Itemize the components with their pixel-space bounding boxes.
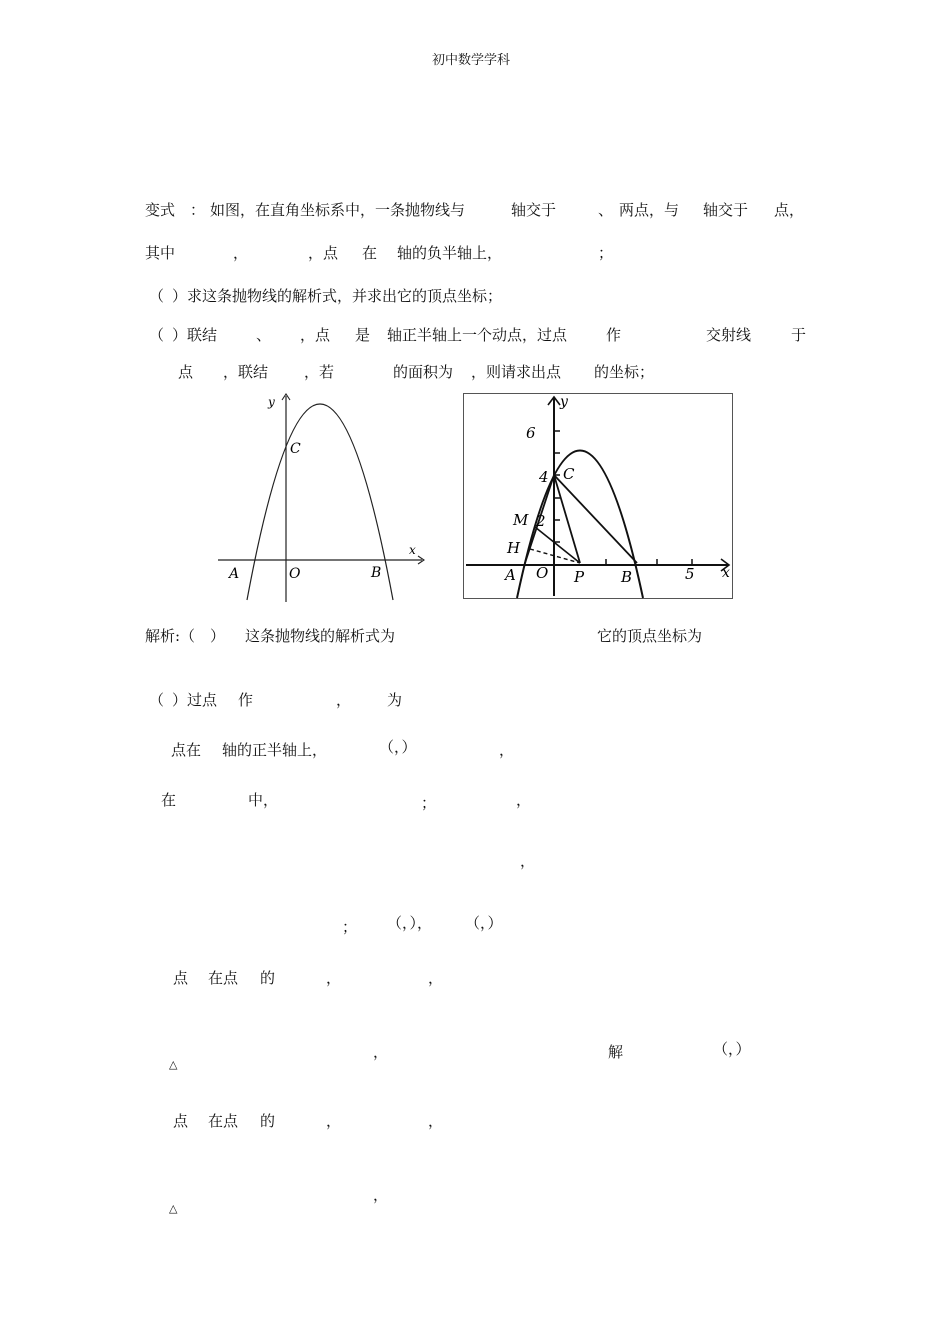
tick-label-2: 2 bbox=[536, 512, 546, 530]
solution-text: ） bbox=[210, 627, 226, 645]
problem-text: 、 bbox=[598, 201, 614, 219]
question-text: 的面积为 bbox=[393, 363, 454, 381]
problem-text: ，点 bbox=[308, 244, 339, 262]
question-text: 、 bbox=[256, 326, 272, 344]
solution-text: 解 bbox=[608, 1043, 624, 1061]
solution-text: 这条抛物线的解析式为 bbox=[245, 627, 396, 645]
solution-text: 它的顶点坐标为 bbox=[597, 627, 703, 645]
solution-text: ， bbox=[336, 691, 352, 709]
solution-text: 中， bbox=[248, 791, 279, 809]
solution-text: ， bbox=[520, 852, 536, 870]
solution-text: 为 bbox=[387, 691, 403, 709]
question-text: 轴正半轴上一个动点，过点 bbox=[387, 326, 568, 344]
point-label-o: O bbox=[536, 564, 549, 582]
figure-parabola-2 bbox=[463, 393, 734, 600]
problem-text: ； bbox=[598, 244, 614, 262]
problem-text: ， bbox=[233, 244, 249, 262]
solution-text: ， bbox=[326, 1112, 342, 1130]
solution-text: 在点 bbox=[208, 969, 239, 987]
segment-mp bbox=[535, 527, 580, 563]
solution-text: ， bbox=[326, 969, 342, 987]
question-text: ，点 bbox=[300, 326, 331, 344]
point-label-a: A bbox=[505, 566, 516, 584]
question-text: 的坐标； bbox=[594, 363, 655, 381]
problem-text: 如图，在直角坐标系中，一条抛物线与 bbox=[210, 201, 466, 219]
question-text: ，若 bbox=[304, 363, 335, 381]
figure-parabola-1 bbox=[210, 388, 430, 608]
problem-text: 轴交于 bbox=[703, 201, 749, 219]
problem-text: 轴交于 bbox=[511, 201, 557, 219]
problem-text: 在 bbox=[362, 244, 378, 262]
y-axis-label: y bbox=[268, 395, 275, 409]
solution-text: ， bbox=[428, 969, 444, 987]
question-text: ，则请求出点 bbox=[471, 363, 562, 381]
solution-text: ； bbox=[342, 918, 358, 936]
question-text: 交射线 bbox=[706, 326, 752, 344]
point-label-c: C bbox=[290, 441, 301, 457]
solution-text: 在 bbox=[161, 791, 177, 809]
point-label-p: P bbox=[574, 568, 585, 586]
solution-text: ， bbox=[373, 1043, 389, 1061]
solution-text: ， bbox=[499, 741, 515, 759]
question-number: （ bbox=[149, 326, 165, 344]
solution-text: ； bbox=[421, 794, 437, 812]
problem-text: 点， bbox=[774, 201, 805, 219]
point-label-c: C bbox=[563, 465, 575, 483]
solution-text: （，）， bbox=[387, 914, 433, 932]
question-text: 点 bbox=[178, 363, 194, 381]
solution-text: 的 bbox=[260, 1112, 276, 1130]
solution-text: ， bbox=[373, 1186, 389, 1204]
tick-label-4: 4 bbox=[539, 468, 549, 486]
tick-label-5: 5 bbox=[685, 565, 695, 583]
point-label-a: A bbox=[229, 566, 240, 582]
triangle-symbol: △ bbox=[169, 1202, 178, 1215]
solution-label: 解析:（ bbox=[145, 627, 196, 645]
solution-text: 点在 bbox=[171, 741, 202, 759]
y-axis-label: y bbox=[560, 394, 568, 410]
problem-text: 轴的负半轴上， bbox=[397, 244, 503, 262]
solution-text: 点 bbox=[173, 1112, 189, 1130]
solution-text: 轴的正半轴上， bbox=[222, 741, 328, 759]
point-label-m: M bbox=[513, 511, 529, 529]
solution-text: （，） bbox=[465, 914, 503, 932]
question-text: ）求这条抛物线的解析式，并求出它的顶点坐标； bbox=[172, 287, 503, 305]
tick-label-6: 6 bbox=[526, 424, 536, 442]
triangle-symbol: △ bbox=[169, 1058, 178, 1071]
solution-text: ， bbox=[516, 791, 532, 809]
solution-text: ）过点 bbox=[172, 691, 218, 709]
x-axis-label: x bbox=[409, 543, 416, 557]
question-text: 是 bbox=[355, 326, 371, 344]
question-text: 于 bbox=[791, 326, 807, 344]
question-text: ）联结 bbox=[172, 326, 218, 344]
solution-text: 在点 bbox=[208, 1112, 239, 1130]
problem-text: 其中 bbox=[145, 244, 176, 262]
solution-text: 点 bbox=[173, 969, 189, 987]
question-text: ，联结 bbox=[223, 363, 269, 381]
problem-text: 变式 bbox=[145, 201, 176, 219]
solution-text: 的 bbox=[260, 969, 276, 987]
point-label-b: B bbox=[621, 568, 633, 586]
problem-text: 两点，与 bbox=[619, 201, 680, 219]
point-label-b: B bbox=[371, 565, 382, 581]
question-text: 作 bbox=[606, 326, 622, 344]
solution-text: （，） bbox=[379, 738, 417, 756]
question-number: （ bbox=[149, 287, 165, 305]
point-label-o: O bbox=[289, 566, 301, 582]
solution-text: ， bbox=[428, 1112, 444, 1130]
problem-text: ： bbox=[190, 201, 206, 219]
solution-text: （ bbox=[149, 691, 165, 709]
header-title: 初中数学学科 bbox=[432, 53, 511, 68]
solution-text: （，） bbox=[713, 1040, 751, 1058]
solution-text: 作 bbox=[238, 691, 254, 709]
x-axis-label: x bbox=[722, 565, 730, 581]
point-label-h: H bbox=[507, 539, 521, 557]
